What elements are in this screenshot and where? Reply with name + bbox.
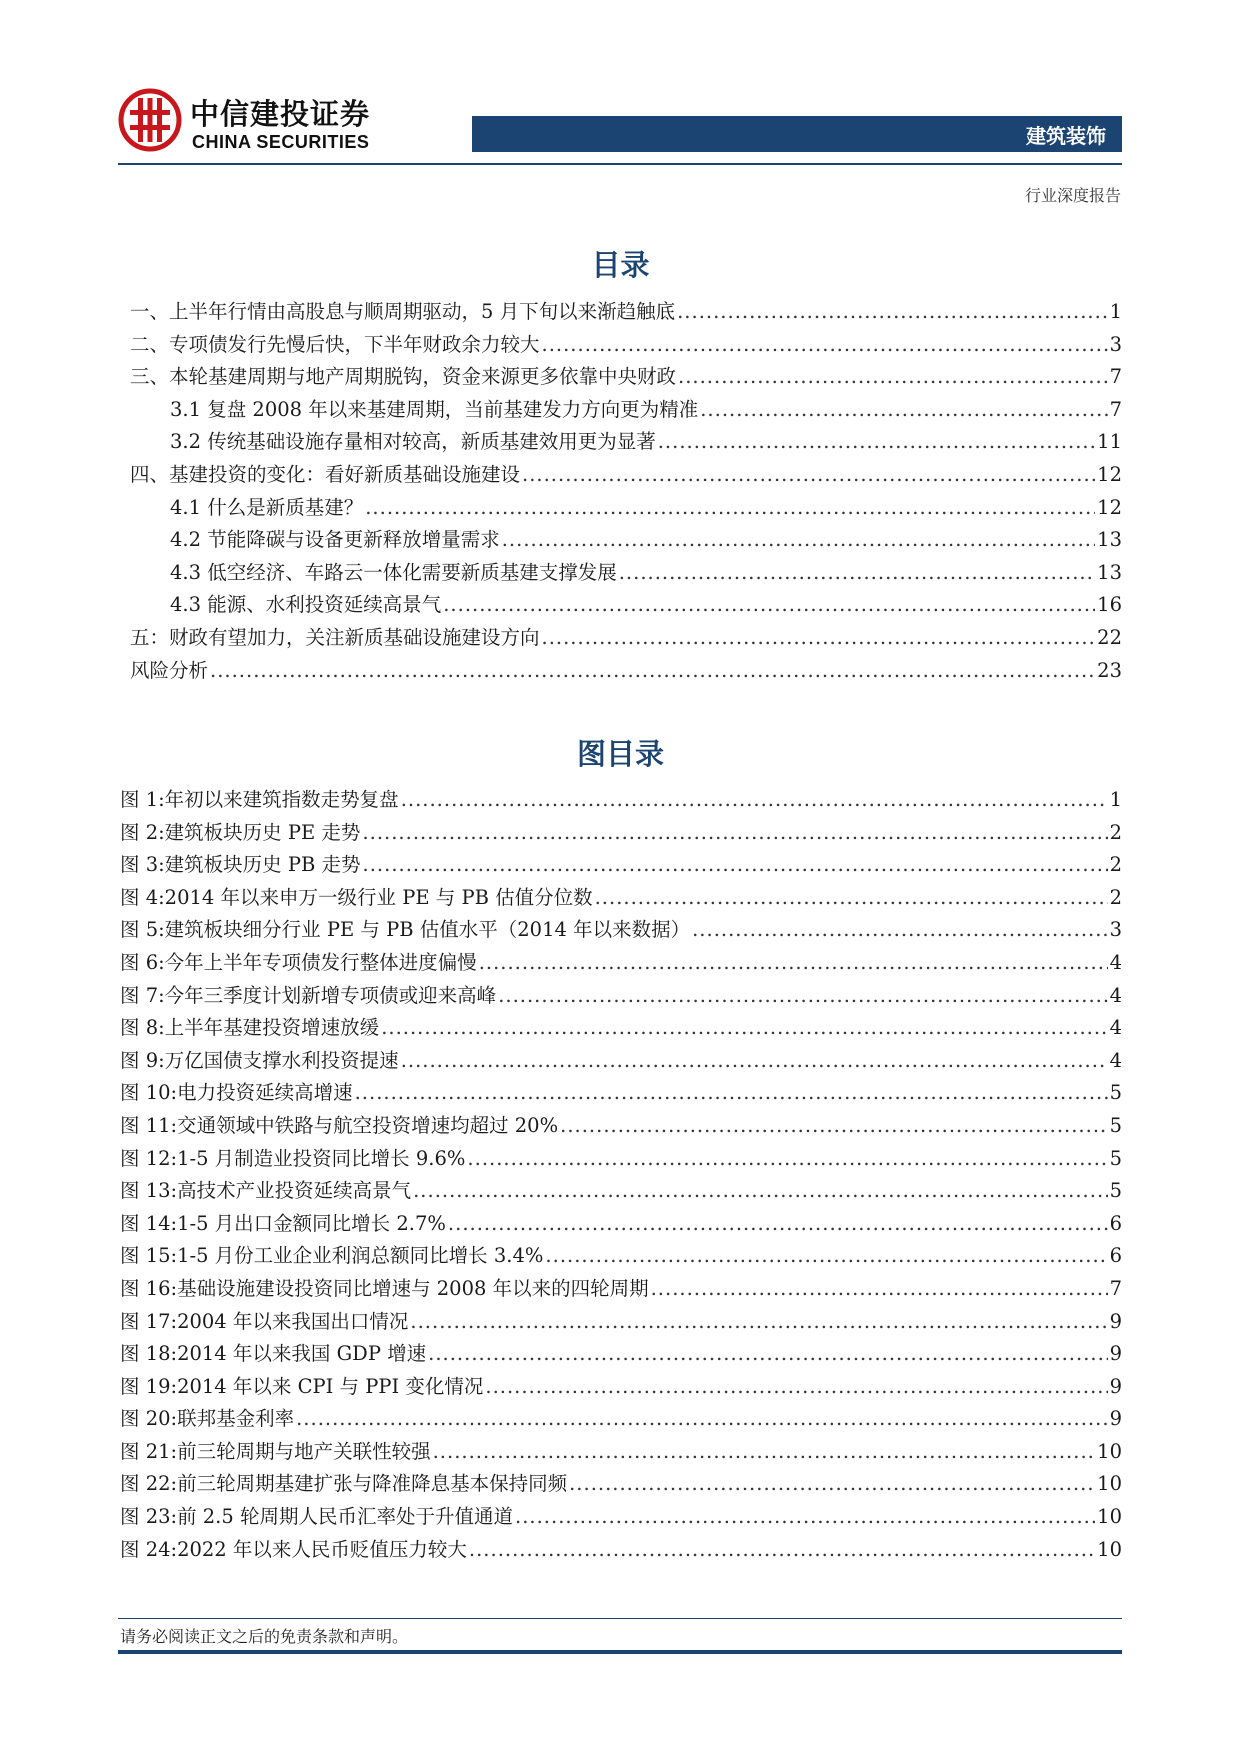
figure-entry[interactable]: [120, 1436, 1122, 1469]
figure-entry[interactable]: [120, 1371, 1122, 1404]
dot-leader: [433, 1440, 1096, 1463]
footer-divider: [118, 1618, 1122, 1619]
dot-leader: [401, 1049, 1108, 1072]
dot-leader: [692, 918, 1107, 941]
dot-leader: [485, 1375, 1107, 1398]
figure-entry[interactable]: [120, 1208, 1122, 1241]
header-divider: [118, 163, 1122, 165]
footer-bar: [118, 1650, 1122, 1654]
list-of-figures: [120, 784, 1122, 1566]
toc-entry-page-number: 11: [1097, 430, 1122, 454]
dot-leader: [651, 1277, 1108, 1300]
toc-entry[interactable]: [130, 426, 1122, 459]
dot-leader: [381, 1016, 1107, 1039]
figure-entry-title: 图 2:建筑板块历史 PE 走势: [120, 820, 361, 844]
figure-entry-page-number: 10: [1097, 1537, 1122, 1561]
dot-leader: [677, 300, 1107, 323]
toc-entry[interactable]: [130, 459, 1122, 492]
dot-leader: [363, 853, 1108, 876]
dot-leader: [443, 593, 1095, 616]
dot-leader: [522, 463, 1095, 486]
toc-entry[interactable]: [130, 329, 1122, 362]
dot-leader: [515, 1505, 1095, 1528]
toc-entry[interactable]: [130, 296, 1122, 329]
logo-english-name: CHINA SECURITIES: [192, 132, 370, 152]
toc-entry[interactable]: [130, 492, 1122, 525]
figure-entry-page-number: 9: [1109, 1374, 1122, 1398]
dot-leader: [296, 1407, 1107, 1430]
dot-leader: [355, 1081, 1108, 1104]
figure-entry[interactable]: [120, 1175, 1122, 1208]
figure-entry-title: 图 9:万亿国债支撑水利投资提速: [120, 1048, 399, 1072]
figure-entry-page-number: 4: [1109, 950, 1122, 974]
figure-entry[interactable]: [120, 1240, 1122, 1273]
figure-entry-page-number: 5: [1109, 1179, 1122, 1203]
figure-entry-page-number: 9: [1109, 1342, 1122, 1366]
figure-entry-title: 图 11:交通领域中铁路与航空投资增速均超过 20%: [120, 1113, 559, 1137]
figure-entry[interactable]: [120, 1534, 1122, 1567]
figure-entry-page-number: 9: [1109, 1407, 1122, 1431]
figure-entry-title: 图 15:1-5 月份工业企业利润总额同比增长 3.4%: [120, 1244, 544, 1268]
figure-entry-title: 图 14:1-5 月出口金额同比增长 2.7%: [120, 1211, 446, 1235]
figure-entry-title: 图 22:前三轮周期基建扩张与降准降息基本保持同频: [120, 1472, 568, 1496]
figure-entry-title: 图 12:1-5 月制造业投资同比增长 9.6%: [120, 1146, 466, 1170]
figure-entry-page-number: 5: [1109, 1081, 1122, 1105]
toc-entry-page-number: 12: [1097, 462, 1122, 486]
figure-entry-page-number: 5: [1109, 1113, 1122, 1137]
figure-entry-title: 图 6:今年上半年专项债发行整体进度偏慢: [120, 950, 477, 974]
toc-entry-page-number: 3: [1109, 332, 1122, 356]
figure-entry[interactable]: [120, 784, 1122, 817]
toc-title: 目录: [591, 248, 650, 282]
toc-entry-title: 一、上半年行情由高股息与顺周期驱动，5 月下旬以来渐趋触底: [130, 300, 676, 323]
dot-leader: [469, 1538, 1095, 1561]
figure-entry[interactable]: [120, 947, 1122, 980]
figure-entry-page-number: 5: [1109, 1146, 1122, 1170]
toc-entry[interactable]: [130, 655, 1122, 688]
toc-entry[interactable]: [130, 524, 1122, 557]
figure-entry-title: 图 13:高技术产业投资延续高景气: [120, 1179, 412, 1203]
footer-disclaimer: 请务必阅读正文之后的免责条款和声明。: [120, 1627, 409, 1646]
toc-entry-title: 4.3 能源、水利投资延续高景气: [170, 593, 442, 617]
figure-entry-title: 图 1:年初以来建筑指数走势复盘: [120, 788, 399, 811]
figure-entry-page-number: 1: [1109, 788, 1122, 811]
toc-entry-page-number: 13: [1097, 560, 1122, 584]
dot-leader: [678, 365, 1108, 388]
figure-entry[interactable]: [120, 1306, 1122, 1339]
page-header: [118, 88, 1122, 168]
toc-entry-title: 二、专项债发行先慢后快，下半年财政余力较大: [130, 332, 540, 356]
figure-entry[interactable]: [120, 1143, 1122, 1176]
dot-leader: [569, 1472, 1095, 1495]
sector-label: 建筑装饰: [1026, 124, 1106, 148]
dot-leader: [542, 333, 1108, 356]
dot-leader: [658, 430, 1095, 453]
figure-entry[interactable]: [120, 1045, 1122, 1078]
dot-leader: [479, 951, 1108, 974]
report-type-label: 行业深度报告: [1024, 186, 1121, 205]
figure-entry[interactable]: [120, 1338, 1122, 1371]
toc-entry-page-number: 22: [1097, 625, 1122, 649]
figure-entry-title: 图 4:2014 年以来申万一级行业 PE 与 PB 估值分位数: [120, 885, 593, 909]
dot-leader: [428, 1342, 1107, 1365]
toc-entry[interactable]: [130, 557, 1122, 590]
table-of-contents: [130, 296, 1122, 687]
dot-leader: [365, 496, 1095, 519]
figure-entry-page-number: 10: [1097, 1439, 1122, 1463]
toc-entry-page-number: 13: [1097, 528, 1122, 552]
company-logo: [118, 88, 418, 160]
dot-leader: [210, 659, 1095, 682]
figure-entry[interactable]: [120, 1403, 1122, 1436]
figure-entry[interactable]: [120, 1273, 1122, 1306]
figure-entry-title: 图 20:联邦基金利率: [120, 1407, 295, 1431]
dot-leader: [467, 1147, 1107, 1170]
figure-entry[interactable]: [120, 1468, 1122, 1501]
figure-entry-title: 图 3:建筑板块历史 PB 走势: [120, 853, 361, 877]
toc-entry-page-number: 1: [1109, 300, 1122, 323]
figure-entry-title: 图 16:基础设施建设投资同比增速与 2008 年以来的四轮周期: [120, 1276, 649, 1300]
toc-entry-title: 4.2 节能降碳与设备更新释放增量需求: [170, 528, 500, 552]
figure-entry-page-number: 4: [1109, 983, 1122, 1007]
figure-entry-page-number: 9: [1109, 1309, 1122, 1333]
dot-leader: [410, 1310, 1107, 1333]
dot-leader: [498, 984, 1107, 1007]
toc-entry-page-number: 7: [1109, 397, 1122, 421]
figure-entry-title: 图 19:2014 年以来 CPI 与 PPI 变化情况: [120, 1374, 484, 1398]
figure-entry[interactable]: [120, 1501, 1122, 1534]
figure-entry-page-number: 3: [1109, 918, 1122, 942]
toc-entry[interactable]: [130, 589, 1122, 622]
dot-leader: [542, 626, 1096, 649]
dot-leader: [401, 788, 1108, 811]
figure-entry-title: 图 23:前 2.5 轮周期人民币汇率处于升值通道: [120, 1505, 513, 1529]
figure-entry[interactable]: [120, 882, 1122, 915]
toc-entry-title: 五：财政有望加力，关注新质基础设施建设方向: [130, 625, 540, 649]
toc-entry-title: 3.2 传统基础设施存量相对较高，新质基建效用更为显著: [170, 430, 656, 454]
figure-entry[interactable]: [120, 849, 1122, 882]
figure-entry-title: 图 8:上半年基建投资增速放缓: [120, 1016, 380, 1040]
toc-entry-title: 四、基建投资的变化：看好新质基础设施建设: [130, 462, 521, 486]
citic-emblem-icon: [118, 88, 182, 152]
toc-entry[interactable]: [130, 394, 1122, 427]
dot-leader: [413, 1179, 1107, 1202]
toc-entry-title: 4.1 什么是新质基建？: [170, 495, 364, 519]
dot-leader: [619, 561, 1095, 584]
dot-leader: [502, 528, 1095, 551]
toc-entry-title: 三、本轮基建周期与地产周期脱钩，资金来源更多依靠中央财政: [130, 365, 677, 389]
toc-entry-page-number: 16: [1097, 593, 1122, 617]
dot-leader: [595, 886, 1108, 909]
dot-leader: [362, 821, 1107, 844]
figure-entry-page-number: 6: [1109, 1244, 1122, 1268]
toc-entry-title: 3.1 复盘 2008 年以来基建周期，当前基建发力方向更为精准: [170, 397, 699, 421]
figure-entry-page-number: 2: [1109, 853, 1122, 877]
dot-leader: [545, 1244, 1107, 1267]
figure-entry-title: 图 7:今年三季度计划新增专项债或迎来高峰: [120, 983, 497, 1007]
figure-entry-title: 图 10:电力投资延续高增速: [120, 1081, 353, 1105]
dot-leader: [560, 1114, 1107, 1137]
figure-list-title: 图目录: [576, 737, 664, 771]
figure-entry-title: 图 24:2022 年以来人民币贬值压力较大: [120, 1537, 467, 1561]
figure-entry-title: 图 21:前三轮周期与地产关联性较强: [120, 1439, 431, 1463]
logo-chinese-name: 中信建投证券: [190, 97, 371, 131]
toc-entry[interactable]: [130, 361, 1122, 394]
figure-entry-page-number: 4: [1109, 1016, 1122, 1040]
dot-leader: [700, 398, 1107, 421]
toc-entry-page-number: 7: [1109, 365, 1122, 389]
toc-entry[interactable]: [130, 622, 1122, 655]
figure-entry-page-number: 6: [1109, 1211, 1122, 1235]
figure-entry-page-number: 2: [1109, 885, 1122, 909]
toc-entry-page-number: 23: [1097, 658, 1122, 682]
figure-entry-title: 图 5:建筑板块细分行业 PE 与 PB 估值水平（2014 年以来数据）: [120, 918, 691, 942]
dot-leader: [448, 1212, 1108, 1235]
figure-entry-page-number: 7: [1109, 1276, 1122, 1300]
sector-banner: [472, 116, 1122, 152]
toc-entry-title: 风险分析: [130, 658, 209, 682]
figure-entry-page-number: 10: [1097, 1505, 1122, 1529]
figure-entry-page-number: 4: [1109, 1048, 1122, 1072]
figure-entry[interactable]: [120, 817, 1122, 850]
figure-entry-page-number: 10: [1097, 1472, 1122, 1496]
toc-entry-title: 4.3 低空经济、车路云一体化需要新质基建支撑发展: [170, 560, 617, 584]
figure-entry[interactable]: [120, 980, 1122, 1013]
figure-entry[interactable]: [120, 914, 1122, 947]
figure-entry-page-number: 2: [1109, 820, 1122, 844]
figure-entry[interactable]: [120, 1110, 1122, 1143]
figure-entry-title: 图 18:2014 年以来我国 GDP 增速: [120, 1342, 427, 1366]
toc-entry-page-number: 12: [1097, 495, 1122, 519]
figure-entry[interactable]: [120, 1012, 1122, 1045]
figure-entry[interactable]: [120, 1077, 1122, 1110]
figure-entry-title: 图 17:2004 年以来我国出口情况: [120, 1309, 409, 1333]
